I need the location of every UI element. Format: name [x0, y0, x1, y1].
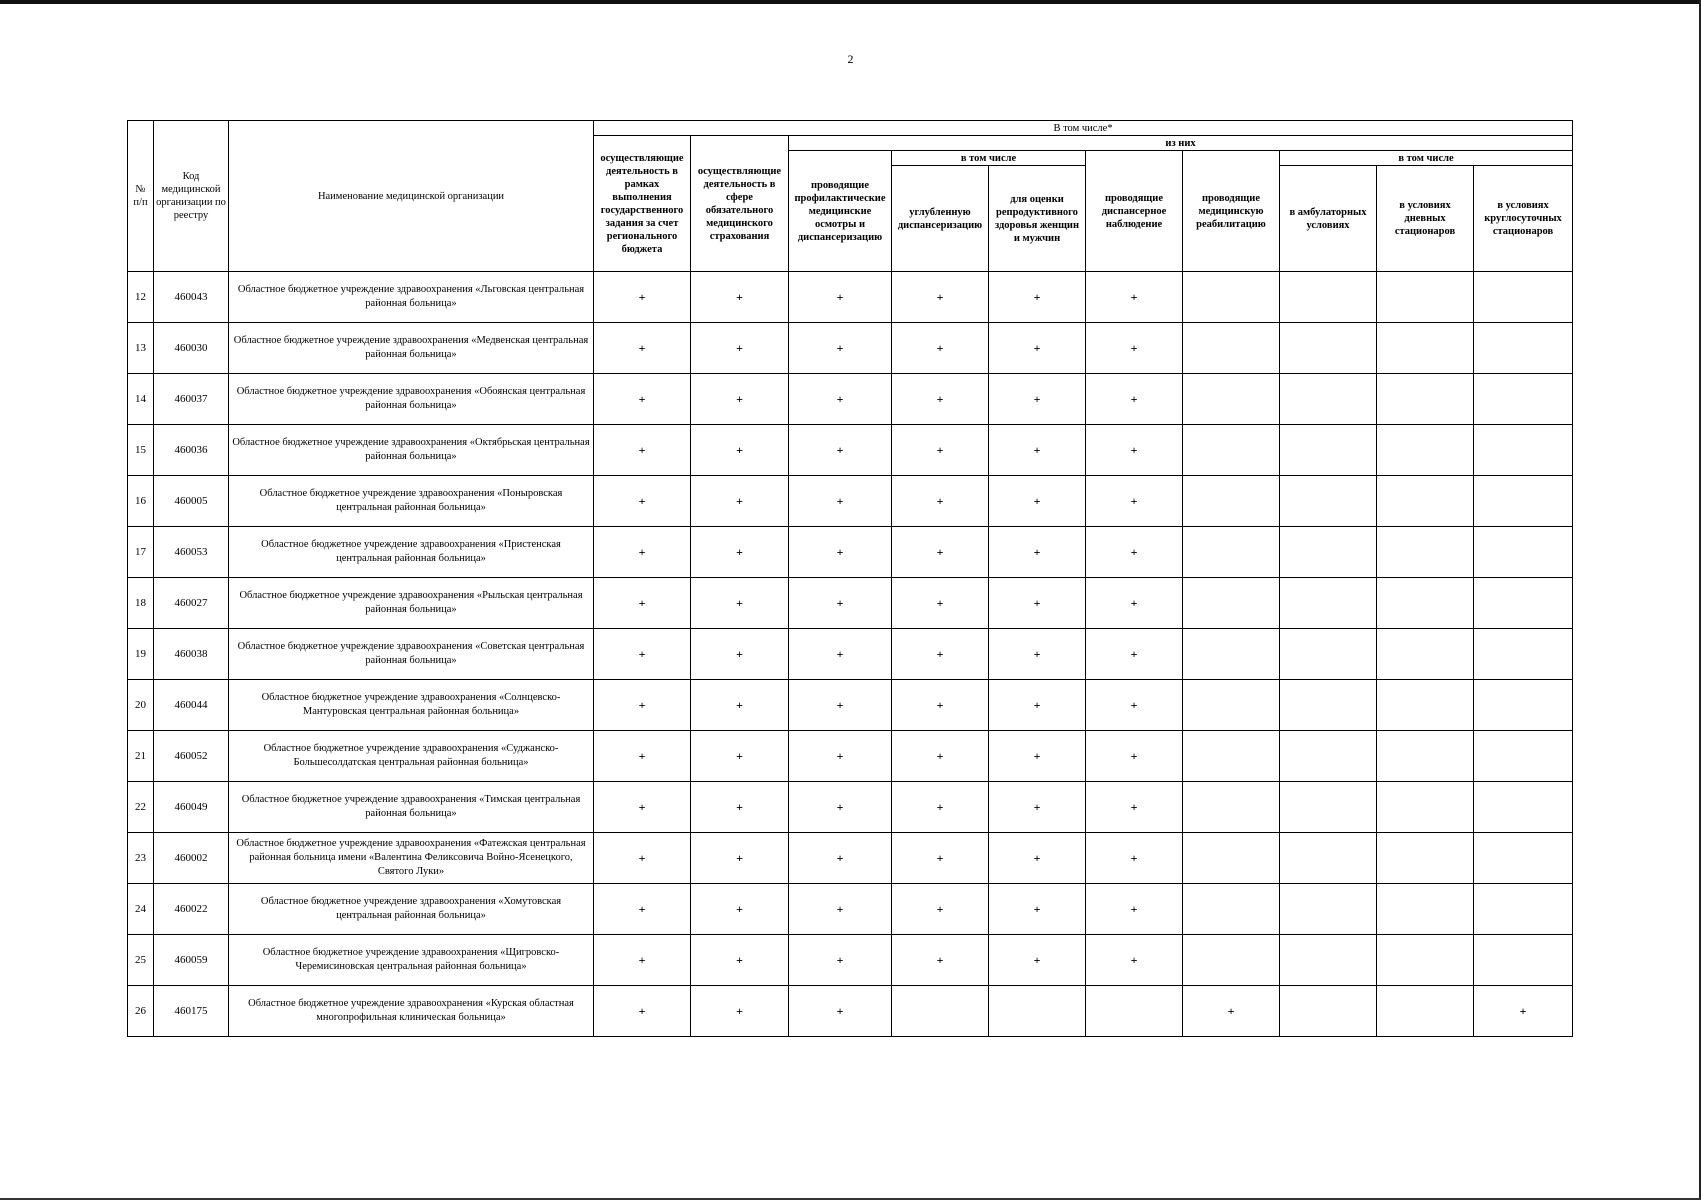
mark-cell [1377, 578, 1474, 629]
mark-cell: + [1086, 323, 1183, 374]
table-row [128, 629, 1573, 680]
organization-name: Областное бюджетное учреждение здравоохранения «Щигровско-Черемисиновская центральная районная больница» [229, 935, 594, 986]
mark-cell [1183, 731, 1280, 782]
mark-cell: + [989, 935, 1086, 986]
organization-code: 460059 [154, 935, 229, 986]
organization-name: Областное бюджетное учреждение здравоохранения «Рыльская центральная районная больница» [229, 578, 594, 629]
organization-code: 460030 [154, 323, 229, 374]
header-dispensary: проводящие диспансерное наблюдение [1086, 151, 1183, 272]
table-row [128, 323, 1573, 374]
organization-code: 460044 [154, 680, 229, 731]
mark-cell [1377, 731, 1474, 782]
medical-organizations-table [127, 120, 1573, 1037]
mark-cell [1474, 527, 1573, 578]
organization-name: Областное бюджетное учреждение здравоохранения «Октябрьская центральная районная больница» [229, 425, 594, 476]
mark-cell: + [594, 629, 691, 680]
row-number: 12 [128, 272, 154, 323]
mark-cell: + [594, 935, 691, 986]
mark-cell: + [892, 323, 989, 374]
page-number: 2 [847, 52, 854, 66]
mark-cell: + [594, 476, 691, 527]
mark-cell: + [1474, 986, 1573, 1037]
mark-cell [1377, 476, 1474, 527]
header-preventive: проводящие профилактические медицинские осмотры и диспансеризацию [789, 151, 892, 272]
organization-code: 460052 [154, 731, 229, 782]
mark-cell: + [1086, 476, 1183, 527]
mark-cell [1474, 935, 1573, 986]
mark-cell: + [989, 578, 1086, 629]
organization-name: Областное бюджетное учреждение здравоохранения «Медвенская центральная районная больница» [229, 323, 594, 374]
mark-cell [1377, 629, 1474, 680]
mark-cell: + [892, 680, 989, 731]
organization-code: 460037 [154, 374, 229, 425]
mark-cell: + [789, 986, 892, 1037]
header-day-hospital: в условиях дневных стационаров [1377, 166, 1474, 272]
mark-cell: + [594, 833, 691, 884]
mark-cell [892, 986, 989, 1037]
mark-cell: + [989, 272, 1086, 323]
mark-cell [1474, 731, 1573, 782]
mark-cell: + [1086, 629, 1183, 680]
header-name: Наименование медицинской организации [229, 121, 594, 272]
mark-cell: + [789, 884, 892, 935]
mark-cell: + [691, 476, 789, 527]
row-number: 14 [128, 374, 154, 425]
organization-code: 460049 [154, 782, 229, 833]
table-row [128, 425, 1573, 476]
mark-cell: + [691, 374, 789, 425]
mark-cell [1474, 782, 1573, 833]
mark-cell: + [789, 323, 892, 374]
table-row [128, 884, 1573, 935]
table-row [128, 272, 1573, 323]
mark-cell [1474, 476, 1573, 527]
header-code: Код медицинской организации по реестру [154, 121, 229, 272]
mark-cell: + [1086, 425, 1183, 476]
mark-cell: + [989, 782, 1086, 833]
mark-cell [1280, 935, 1377, 986]
mark-cell [1377, 374, 1474, 425]
mark-cell [1377, 272, 1474, 323]
header-including: В том числе* [594, 121, 1573, 136]
organization-name: Областное бюджетное учреждение здравоохранения «Курская областная многопрофильная клиническая больница» [229, 986, 594, 1037]
mark-cell [1183, 527, 1280, 578]
row-number: 20 [128, 680, 154, 731]
mark-cell [1377, 527, 1474, 578]
mark-cell: + [989, 833, 1086, 884]
mark-cell [1474, 323, 1573, 374]
mark-cell [1377, 425, 1474, 476]
mark-cell [1377, 782, 1474, 833]
mark-cell [1474, 425, 1573, 476]
mark-cell: + [1183, 986, 1280, 1037]
mark-cell [1377, 884, 1474, 935]
mark-cell [1183, 935, 1280, 986]
organization-name: Областное бюджетное учреждение здравоохранения «Фатежская центральная районная больница имени «Валентина Феликсовича Войно-Ясенецкого, Святого Луки» [229, 833, 594, 884]
mark-cell: + [594, 323, 691, 374]
mark-cell [1183, 884, 1280, 935]
row-number: 26 [128, 986, 154, 1037]
mark-cell: + [691, 782, 789, 833]
mark-cell [1377, 986, 1474, 1037]
table-row [128, 680, 1573, 731]
mark-cell [1474, 272, 1573, 323]
mark-cell [1183, 680, 1280, 731]
mark-cell: + [789, 833, 892, 884]
mark-cell [1086, 986, 1183, 1037]
organization-name: Областное бюджетное учреждение здравоохранения «Льговская центральная районная больница» [229, 272, 594, 323]
row-number: 25 [128, 935, 154, 986]
mark-cell [1474, 629, 1573, 680]
mark-cell: + [1086, 578, 1183, 629]
header-of-them: из них [789, 136, 1573, 151]
mark-cell: + [691, 680, 789, 731]
mark-cell [1183, 272, 1280, 323]
mark-cell [1280, 476, 1377, 527]
row-number: 24 [128, 884, 154, 935]
mark-cell: + [892, 782, 989, 833]
mark-cell [1377, 680, 1474, 731]
mark-cell: + [789, 680, 892, 731]
row-number: 15 [128, 425, 154, 476]
mark-cell [1183, 374, 1280, 425]
header-regional-budget: осуществляющие деятельность в рамках выполнения государственного задания за счет регионального бюджета [594, 136, 691, 272]
mark-cell: + [989, 323, 1086, 374]
mark-cell [1280, 680, 1377, 731]
organization-name: Областное бюджетное учреждение здравоохранения «Обоянская центральная районная больница» [229, 374, 594, 425]
mark-cell: + [594, 731, 691, 782]
header-round-clock: в условиях круглосуточных стационаров [1474, 166, 1573, 272]
header-num: № п/п [128, 121, 154, 272]
mark-cell [1183, 323, 1280, 374]
row-number: 18 [128, 578, 154, 629]
mark-cell: + [594, 680, 691, 731]
mark-cell: + [989, 680, 1086, 731]
mark-cell: + [989, 884, 1086, 935]
mark-cell: + [789, 374, 892, 425]
mark-cell [1280, 833, 1377, 884]
mark-cell: + [789, 476, 892, 527]
mark-cell [1183, 425, 1280, 476]
organization-code: 460005 [154, 476, 229, 527]
mark-cell: + [1086, 680, 1183, 731]
mark-cell: + [892, 578, 989, 629]
mark-cell: + [892, 833, 989, 884]
mark-cell: + [892, 935, 989, 986]
mark-cell [1377, 935, 1474, 986]
table-row [128, 731, 1573, 782]
organization-name: Областное бюджетное учреждение здравоохранения «Суджанско-Большесолдатская центральная районная больница» [229, 731, 594, 782]
mark-cell [1183, 578, 1280, 629]
mark-cell [1474, 884, 1573, 935]
row-number: 23 [128, 833, 154, 884]
organization-code: 460002 [154, 833, 229, 884]
mark-cell: + [989, 527, 1086, 578]
table-body [128, 272, 1573, 1037]
mark-cell: + [1086, 935, 1183, 986]
mark-cell: + [1086, 833, 1183, 884]
organization-code: 460022 [154, 884, 229, 935]
mark-cell: + [691, 527, 789, 578]
row-number: 17 [128, 527, 154, 578]
mark-cell: + [691, 731, 789, 782]
organization-code: 460036 [154, 425, 229, 476]
organization-code: 460043 [154, 272, 229, 323]
mark-cell [1377, 323, 1474, 374]
table-row [128, 527, 1573, 578]
mark-cell [1280, 578, 1377, 629]
mark-cell [989, 986, 1086, 1037]
header-oms: осуществляющие деятельность в сфере обязательного медицинского страхования [691, 136, 789, 272]
mark-cell [1183, 782, 1280, 833]
mark-cell: + [594, 374, 691, 425]
mark-cell [1183, 629, 1280, 680]
mark-cell: + [892, 272, 989, 323]
mark-cell: + [989, 731, 1086, 782]
mark-cell [1183, 833, 1280, 884]
table-row [128, 986, 1573, 1037]
row-number: 21 [128, 731, 154, 782]
mark-cell: + [989, 476, 1086, 527]
mark-cell: + [594, 578, 691, 629]
mark-cell: + [594, 425, 691, 476]
mark-cell: + [594, 986, 691, 1037]
mark-cell: + [691, 629, 789, 680]
mark-cell: + [594, 884, 691, 935]
header-rehab: проводящие медицинскую реабилитацию [1183, 151, 1280, 272]
mark-cell: + [691, 884, 789, 935]
row-number: 16 [128, 476, 154, 527]
organization-name: Областное бюджетное учреждение здравоохранения «Поныровская центральная районная больница» [229, 476, 594, 527]
mark-cell: + [594, 527, 691, 578]
mark-cell: + [691, 323, 789, 374]
mark-cell [1280, 731, 1377, 782]
organization-code: 460027 [154, 578, 229, 629]
organization-name: Областное бюджетное учреждение здравоохранения «Советская центральная районная больница» [229, 629, 594, 680]
mark-cell: + [789, 527, 892, 578]
mark-cell [1474, 578, 1573, 629]
table-row [128, 833, 1573, 884]
mark-cell: + [1086, 782, 1183, 833]
mark-cell [1474, 833, 1573, 884]
mark-cell: + [691, 578, 789, 629]
mark-cell: + [691, 272, 789, 323]
scan-edge-top [0, 0, 1701, 4]
mark-cell [1280, 323, 1377, 374]
organization-name: Областное бюджетное учреждение здравоохранения «Хомутовская центральная районная больница» [229, 884, 594, 935]
mark-cell [1280, 425, 1377, 476]
mark-cell: + [594, 272, 691, 323]
table-row [128, 374, 1573, 425]
mark-cell [1377, 833, 1474, 884]
mark-cell: + [892, 527, 989, 578]
mark-cell: + [789, 935, 892, 986]
mark-cell: + [789, 425, 892, 476]
mark-cell: + [691, 425, 789, 476]
mark-cell [1474, 374, 1573, 425]
mark-cell: + [892, 476, 989, 527]
mark-cell: + [1086, 731, 1183, 782]
mark-cell: + [789, 629, 892, 680]
mark-cell: + [1086, 527, 1183, 578]
mark-cell [1280, 374, 1377, 425]
mark-cell: + [892, 731, 989, 782]
header-in-that-2: в том числе [1280, 151, 1573, 166]
organization-code: 460053 [154, 527, 229, 578]
mark-cell [1280, 986, 1377, 1037]
header-reproductive: для оценки репродуктивного здоровья женщин и мужчин [989, 166, 1086, 272]
organization-name: Областное бюджетное учреждение здравоохранения «Солнцевско-Мантуровская центральная районная больница» [229, 680, 594, 731]
mark-cell: + [789, 272, 892, 323]
mark-cell [1183, 476, 1280, 527]
mark-cell [1280, 629, 1377, 680]
mark-cell [1280, 527, 1377, 578]
mark-cell: + [691, 935, 789, 986]
table-row [128, 935, 1573, 986]
row-number: 19 [128, 629, 154, 680]
row-number: 13 [128, 323, 154, 374]
mark-cell [1474, 680, 1573, 731]
mark-cell: + [989, 425, 1086, 476]
mark-cell: + [691, 986, 789, 1037]
row-number: 22 [128, 782, 154, 833]
table-row [128, 782, 1573, 833]
mark-cell: + [989, 629, 1086, 680]
mark-cell [1280, 782, 1377, 833]
mark-cell [1280, 272, 1377, 323]
organization-name: Областное бюджетное учреждение здравоохранения «Тимская центральная районная больница» [229, 782, 594, 833]
table-row [128, 476, 1573, 527]
mark-cell: + [594, 782, 691, 833]
header-outpatient: в амбулаторных условиях [1280, 166, 1377, 272]
mark-cell: + [1086, 374, 1183, 425]
organization-code: 460038 [154, 629, 229, 680]
mark-cell [1280, 884, 1377, 935]
mark-cell: + [789, 731, 892, 782]
mark-cell: + [1086, 884, 1183, 935]
mark-cell: + [789, 578, 892, 629]
mark-cell: + [892, 425, 989, 476]
mark-cell: + [789, 782, 892, 833]
organization-name: Областное бюджетное учреждение здравоохранения «Пристенская центральная районная больница» [229, 527, 594, 578]
table-row [128, 578, 1573, 629]
mark-cell: + [1086, 272, 1183, 323]
header-in-that-1: в том числе [892, 151, 1086, 166]
organization-code: 460175 [154, 986, 229, 1037]
header-in-depth: углубленную диспансеризацию [892, 166, 989, 272]
header-row-1 [128, 121, 1573, 136]
mark-cell: + [892, 884, 989, 935]
mark-cell: + [892, 374, 989, 425]
mark-cell: + [989, 374, 1086, 425]
mark-cell: + [691, 833, 789, 884]
mark-cell: + [892, 629, 989, 680]
